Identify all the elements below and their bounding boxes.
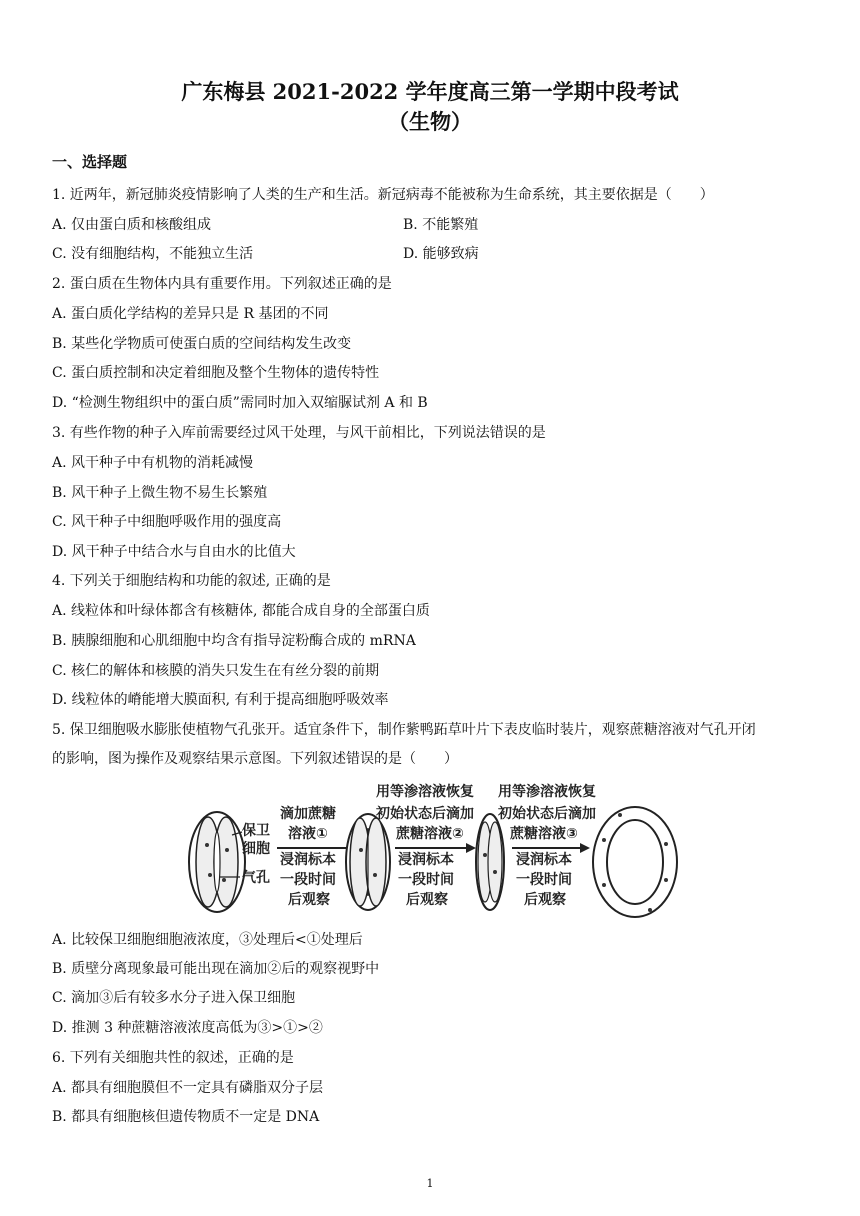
q2-option-c: C. 蛋白质控制和决定着细胞及整个生物体的遗传特性 (52, 365, 380, 381)
q1-option-c: C. 没有细胞结构，不能独立生活 (52, 246, 254, 262)
arrow-head-step3 (580, 843, 590, 853)
label-stoma: 气孔 (242, 870, 270, 886)
q5-stem-line2: 的影响，图为操作及观察结果示意图。下列叙述错误的是（ ） (52, 751, 458, 767)
q4-option-b: B. 胰腺细胞和心肌细胞中均含有指导淀粉酶合成的 mRNA (52, 633, 416, 649)
page-subtitle: （生物） (388, 109, 472, 134)
step1-line3: 浸润标本 (280, 852, 336, 868)
step3-line4: 浸润标本 (516, 852, 572, 868)
q5-stem-line1: 5. 保卫细胞吸水膨胀使植物气孔张开。适宜条件下，制作紫鸭跖草叶片下表皮临时装片，观察蔗糖溶液对气孔开闭 (52, 722, 756, 738)
q6-option-b: B. 都具有细胞核但遗传物质不一定是 DNA (52, 1109, 320, 1125)
step2-line2: 初始状态后滴加 (376, 806, 474, 822)
page-number: 1 (426, 1177, 434, 1190)
label-guard-cell-1: 保卫 (242, 823, 270, 839)
stoma-initial-image (189, 812, 245, 912)
stomata-experiment-figure (180, 780, 680, 920)
step1-line4: 一段时间 (280, 872, 336, 888)
q5-option-a: A. 比较保卫细胞细胞液浓度，③处理后<①处理后 (52, 932, 363, 948)
step3-line6: 后观察 (524, 892, 566, 908)
q1-option-b: B. 不能繁殖 (403, 217, 479, 233)
step2-line4: 浸润标本 (398, 852, 454, 868)
q6-stem: 6. 下列有关细胞共性的叙述，正确的是 (52, 1050, 294, 1066)
q4-option-a: A. 线粒体和叶绿体都含有核糖体, 都能合成自身的全部蛋白质 (52, 603, 430, 619)
q3-option-b: B. 风干种子上微生物不易生长繁殖 (52, 485, 268, 501)
q4-stem: 4. 下列关于细胞结构和功能的叙述, 正确的是 (52, 573, 331, 589)
step3-line2: 初始状态后滴加 (498, 806, 596, 822)
step1-line2: 溶液① (288, 826, 328, 842)
step3-line5: 一段时间 (516, 872, 572, 888)
step2-line5: 一段时间 (398, 872, 454, 888)
q3-option-c: C. 风干种子中细胞呼吸作用的强度高 (52, 514, 282, 530)
step3-line3: 蔗糖溶液③ (510, 826, 578, 842)
q5-option-b: B. 质壁分离现象最可能出现在滴加②后的观察视野中 (52, 961, 380, 977)
q2-option-a: A. 蛋白质化学结构的差异只是 R 基团的不同 (52, 306, 329, 322)
step3-line1: 用等渗溶液恢复 (498, 784, 596, 800)
q5-option-c: C. 滴加③后有较多水分子进入保卫细胞 (52, 990, 296, 1006)
stoma-after-solution-3-image (593, 807, 677, 917)
page-title: 广东梅县 2021-2022 学年度高三第一学期中段考试 (181, 79, 679, 104)
q2-option-b: B. 某些化学物质可使蛋白质的空间结构发生改变 (52, 336, 352, 352)
step2-line3: 蔗糖溶液② (396, 826, 464, 842)
q1-option-d: D. 能够致病 (403, 246, 479, 262)
stoma-after-solution-2-image (476, 814, 504, 910)
q5-option-d: D. 推测 3 种蔗糖溶液浓度高低为③>①>② (52, 1020, 323, 1036)
step1-line5: 后观察 (288, 892, 330, 908)
arrow-head-step2 (466, 843, 476, 853)
q2-stem: 2. 蛋白质在生物体内具有重要作用。下列叙述正确的是 (52, 276, 392, 292)
q3-option-a: A. 风干种子中有机物的消耗减慢 (52, 455, 254, 471)
q1-stem: 1. 近两年，新冠肺炎疫情影响了人类的生产和生活。新冠病毒不能被称为生命系统，其主要依据是（ ） (52, 187, 714, 203)
q2-option-d: D. “检测生物组织中的蛋白质”需同时加入双缩脲试剂 A 和 B (52, 395, 428, 411)
q3-option-d: D. 风干种子中结合水与自由水的比值大 (52, 544, 296, 560)
q3-stem: 3. 有些作物的种子入库前需要经过风干处理，与风干前相比，下列说法错误的是 (52, 425, 546, 441)
stoma-after-solution-1-image (346, 814, 390, 910)
section-title: 一、选择题 (52, 153, 128, 171)
q1-option-a: A. 仅由蛋白质和核酸组成 (52, 217, 212, 233)
step2-line6: 后观察 (406, 892, 448, 908)
q4-option-d: D. 线粒体的嵴能增大膜面积, 有利于提高细胞呼吸效率 (52, 692, 389, 708)
q4-option-c: C. 核仁的解体和核膜的消失只发生在有丝分裂的前期 (52, 663, 380, 679)
step2-line1: 用等渗溶液恢复 (376, 784, 474, 800)
q6-option-a: A. 都具有细胞膜但不一定具有磷脂双分子层 (52, 1080, 324, 1096)
step1-line1: 滴加蔗糖 (280, 806, 336, 822)
label-guard-cell-2: 细胞 (242, 841, 270, 857)
